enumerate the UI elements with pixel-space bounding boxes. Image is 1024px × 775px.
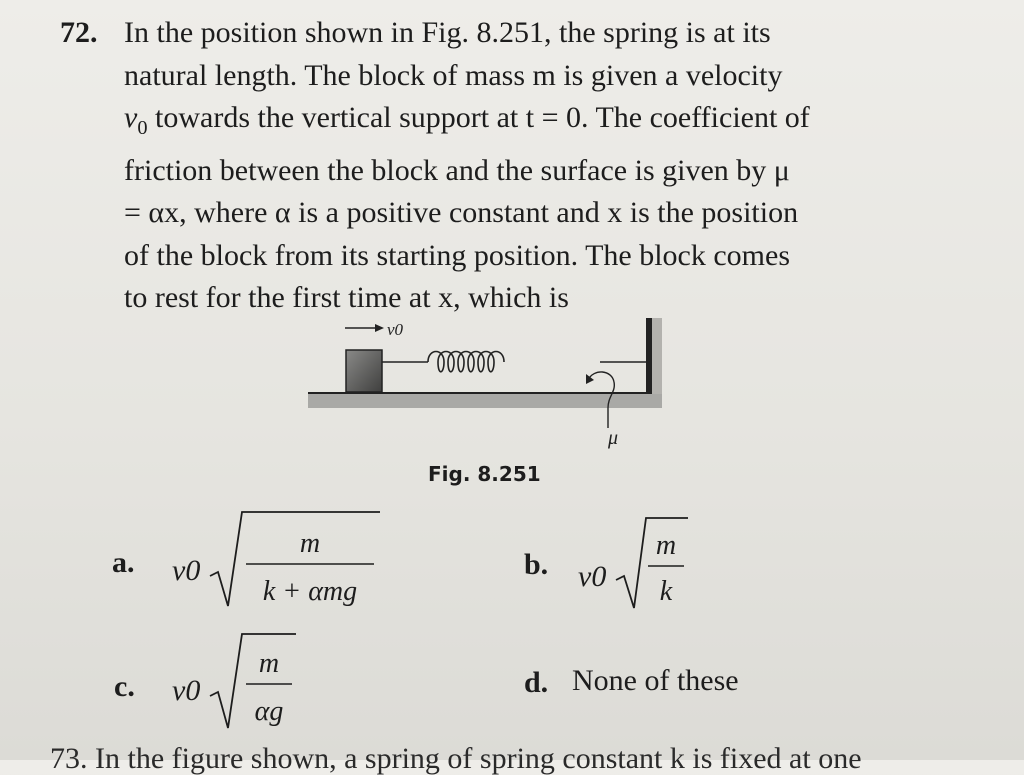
question-line-7: to rest for the first time at x, which is xyxy=(124,281,569,314)
option-c-numerator: m xyxy=(258,648,280,679)
option-b-prefix: v0 xyxy=(578,560,607,593)
next-question-cutoff xyxy=(50,742,1010,775)
option-a-numerator: m xyxy=(299,528,321,559)
question-line-6: of the block from its starting position. The block comes xyxy=(124,238,791,272)
spring-block-figure xyxy=(300,310,680,460)
spring-coil xyxy=(428,352,504,372)
question-line-4: friction between the block and the surface is given by μ xyxy=(124,153,790,187)
option-a-prefix: v0 xyxy=(172,554,201,587)
option-b-denominator: k xyxy=(659,576,673,607)
option-c-label: c. xyxy=(114,670,135,703)
question-text xyxy=(124,12,954,320)
option-b-label: b. xyxy=(524,548,549,581)
next-question-text: 73. In the figure shown, a spring of spring constant k is fixed at one xyxy=(50,742,862,775)
friction-label: μ xyxy=(608,427,619,449)
block xyxy=(346,350,382,392)
friction-pointer-arrowhead xyxy=(586,374,594,384)
option-a-expression xyxy=(170,502,390,614)
option-b-expression xyxy=(576,512,696,616)
option-d-text: None of these xyxy=(572,664,739,697)
option-a-denominator: k + αmg xyxy=(262,576,358,607)
velocity-label: v0 xyxy=(387,320,404,339)
question-number: 72. xyxy=(60,16,98,49)
option-c-prefix: v0 xyxy=(172,674,201,707)
question-line-1: In the position shown in Fig. 8.251, the spring is at its xyxy=(124,16,771,49)
option-a-label: a. xyxy=(112,546,135,579)
option-c-expression xyxy=(170,624,310,736)
option-d-label: d. xyxy=(524,666,549,699)
option-c-denominator: αg xyxy=(254,696,284,727)
velocity-arrow xyxy=(345,324,384,332)
option-b-numerator: m xyxy=(655,530,677,561)
option-b-radical xyxy=(616,518,688,608)
vertical-support xyxy=(646,318,652,398)
wall-shading xyxy=(652,318,662,398)
question-line-3: $v_0$ towards the vertical support at t = 0. The coefficient of xyxy=(124,101,810,139)
question-line-2: natural length. The block of mass m is given a velocity xyxy=(124,58,783,92)
figure-caption: Fig. 8.251 xyxy=(428,462,541,486)
question-line-5: = αx, where α is a positive constant and x is the position xyxy=(124,196,799,229)
